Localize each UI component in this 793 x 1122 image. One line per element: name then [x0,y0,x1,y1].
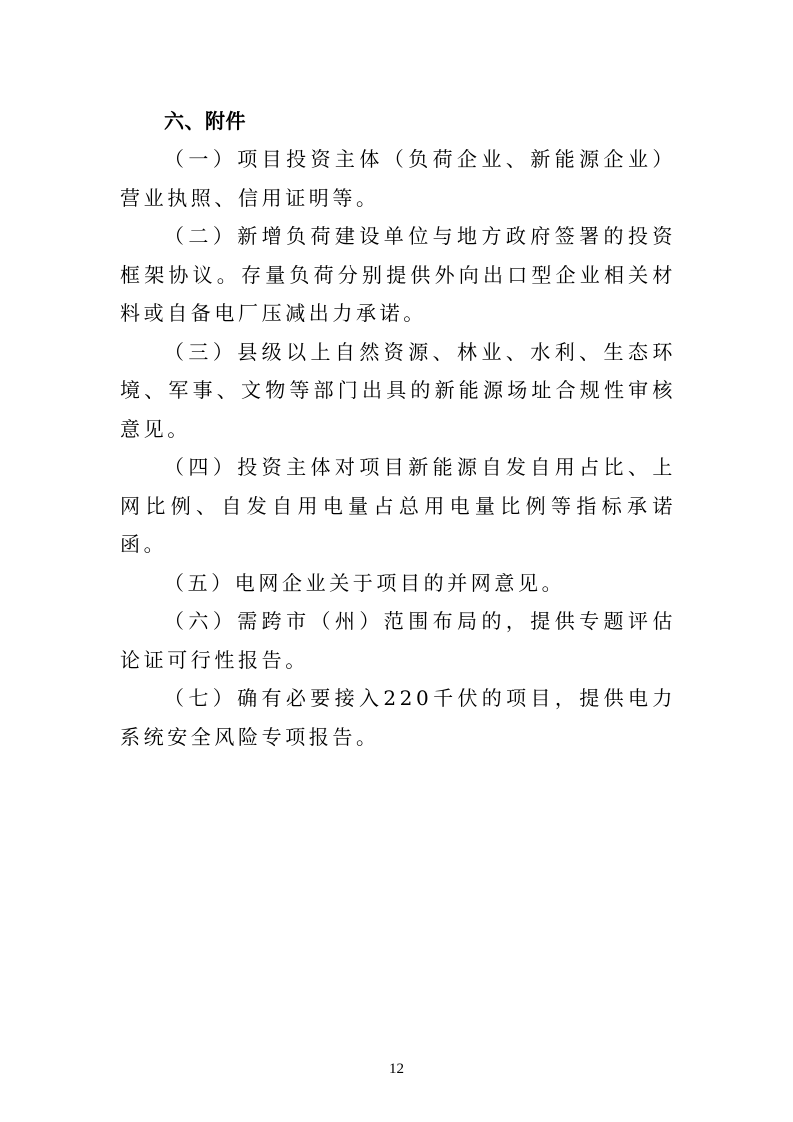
attachment-item-4: （四）投资主体对项目新能源自发自用占比、上网比例、自发自用电量占总用电量比例等指标承诺函。 [120,455,676,556]
attachment-item-3: （三）县级以上自然资源、林业、水利、生态环境、军事、文物等部门出具的新能源场址合规性审核意见。 [120,339,676,441]
attachment-item-6: （六）需跨市（州）范围布局的，提供专题评估论证可行性报告。 [120,609,676,672]
page-number: 12 [389,1061,404,1077]
attachment-item-7: （七）确有必要接入220千伏的项目，提供电力系统安全风险专项报告。 [120,686,676,749]
page-content [120,102,676,756]
attachment-item-5: （五）电网企业关于项目的并网意见。 [164,570,566,595]
section-heading: 六、附件 [164,109,246,133]
attachment-item-1: （一）项目投资主体（负荷企业、新能源企业）营业执照、信用证明等。 [120,147,676,210]
attachment-item-2: （二）新增负荷建设单位与地方政府签署的投资框架协议。存量负荷分别提供外向出口型企业相关材料或自备电厂压减出力承诺。 [120,224,676,325]
